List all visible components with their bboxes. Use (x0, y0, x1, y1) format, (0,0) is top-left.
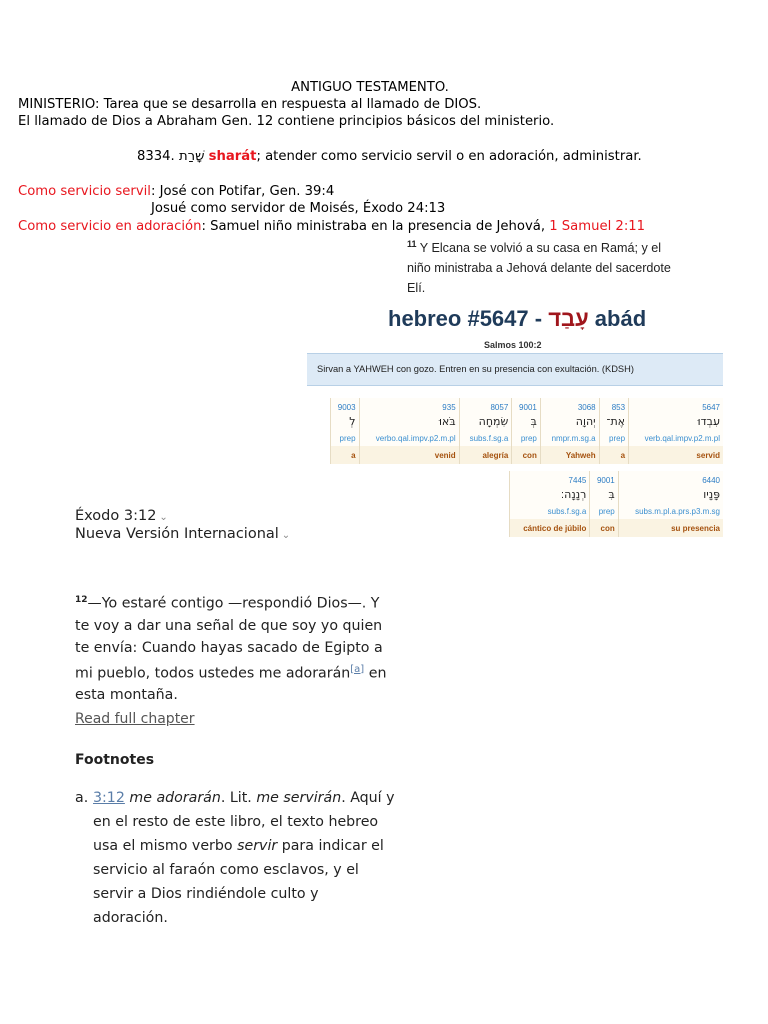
hebrew-word: בְּ (512, 412, 541, 430)
morphology: verbo.qal.impv.p2.m.pl (359, 430, 459, 446)
document-title: ANTIGUO TESTAMENTO. (291, 80, 449, 95)
chevron-down-icon: ⌄ (281, 530, 291, 541)
morphology: prep (590, 503, 618, 519)
footnote-item (75, 786, 395, 930)
chevron-down-icon: ⌄ (159, 512, 168, 523)
worship-label: Como servicio en adoración (18, 219, 202, 234)
hebrew-word: עִבְדוּ (629, 412, 723, 430)
servile-service-line (18, 183, 334, 201)
version-selector[interactable] (75, 526, 290, 542)
strong-num[interactable]: 5647 (629, 398, 723, 412)
strong-word: sharát (208, 149, 257, 164)
gloss: servid (629, 446, 723, 464)
reference-selector[interactable] (75, 508, 168, 524)
samuel-verse-text: Y Elcana se volvió a su casa en Ramá; y el niño ministraba a Jehová delante del sacerdote Elí. (407, 241, 671, 296)
reference-label: Éxodo 3:12 (75, 508, 157, 524)
strong-num[interactable]: 3068 (540, 398, 599, 412)
psalm-verse-banner: Sirvan a YAHWEH con gozo. Entren en su presencia con exultación. (KDSH) (307, 353, 723, 386)
strong-num[interactable]: 9003 (331, 398, 360, 412)
hebrew-word: פָּנָיו (618, 485, 723, 503)
verse-number: 12 (75, 595, 88, 605)
psalm-reference: Salmos 100:2 (484, 340, 542, 350)
gloss: cántico de júbilo (510, 519, 590, 537)
morphology: subs.m.pl.a.prs.p3.m.sg (618, 503, 723, 519)
worship-text: : Samuel niño ministraba en la presencia de Jehová, (201, 219, 550, 234)
gloss: alegría (459, 446, 512, 464)
read-full-chapter-link[interactable]: Read full chapter (75, 711, 195, 727)
footnote-italic: me adorarán (124, 790, 221, 806)
strong-num[interactable]: 9001 (512, 398, 541, 412)
ministry-definition: MINISTERIO: Tarea que se desarrolla en respuesta al llamado de DIOS. (18, 97, 482, 112)
footnote-segment: para indicar el servicio al faraón como esclavos, y el servir a Dios rindiéndole culto y adoración. (93, 838, 384, 926)
hebrew-title (388, 306, 646, 332)
verse-end: en esta montaña. (75, 665, 387, 704)
strong-num[interactable]: 6440 (618, 471, 723, 485)
gloss: con (512, 446, 541, 464)
version-label: Nueva Versión Internacional (75, 526, 279, 542)
footnote-label: a. (75, 790, 89, 806)
hebrew-title-word: עָבַד (548, 306, 589, 331)
morphology: prep (599, 430, 628, 446)
hebrew-word: בִּ (590, 485, 618, 503)
strong-num[interactable]: 853 (599, 398, 628, 412)
morphology: subs.f.sg.a (459, 430, 512, 446)
gloss: a (331, 446, 360, 464)
hebrew-title-suffix: abád (588, 306, 647, 331)
verse-text: —Yo estaré contigo —respondió Dios—. Y te voy a dar una señal de que soy yo quien te envía: Cuando hayas sacado de Egipto a mi pueblo, todos ustedes me adorarán (75, 595, 383, 682)
strong-meaning: ; atender como servicio servil o en adoración, administrar. (256, 149, 642, 164)
verse-passage (75, 589, 395, 706)
hebrew-word: בֹּאוּ (359, 412, 459, 430)
abraham-call-line: El llamado de Dios a Abraham Gen. 12 contiene principios básicos del ministerio. (18, 114, 555, 129)
samuel-ref: 1 Samuel 2:11 (549, 219, 646, 234)
footnotes-heading: Footnotes (75, 752, 155, 768)
strong-num[interactable]: 935 (359, 398, 459, 412)
morphology: verb.qal.impv.p2.m.pl (629, 430, 723, 446)
servile-label: Como servicio servil (18, 184, 151, 199)
footnote-italic: me servirán (256, 790, 342, 806)
footnote-segment: . Lit. (220, 790, 257, 806)
gloss: a (599, 446, 628, 464)
interlinear-table-1 (330, 398, 723, 464)
hebrew-word: יְהוָה (540, 412, 599, 430)
hebrew-word: רְנָנָה׃ (510, 485, 590, 503)
footnote-text (75, 786, 395, 930)
strong-num[interactable]: 9001 (590, 471, 618, 485)
footnote-ref-link[interactable]: 3:12 (93, 790, 125, 806)
strong-number: 8334. שָׁרַת (137, 149, 205, 164)
footnote-segment: . Aquí y en el resto de este libro, el texto hebreo usa el mismo verbo (93, 790, 395, 854)
strong-definition (137, 148, 642, 166)
hebrew-title-prefix: hebreo #5647 - (388, 306, 549, 331)
gloss: Yahweh (540, 446, 599, 464)
strong-num[interactable]: 8057 (459, 398, 512, 412)
hebrew-word: אֶת־ (599, 412, 628, 430)
servile-text: : José con Potifar, Gen. 39:4 (150, 184, 335, 199)
samuel-quote (407, 234, 687, 298)
hebrew-word: לְ (331, 412, 360, 430)
morphology: prep (331, 430, 360, 446)
joshua-line: Josué como servidor de Moisés, Éxodo 24:13 (151, 201, 446, 216)
morphology: nmpr.m.sg.a (540, 430, 599, 446)
hebrew-word: שִׂמְחָה (459, 412, 512, 430)
samuel-verse-number: 11 (407, 239, 417, 249)
gloss: con (590, 519, 618, 537)
footnote-link[interactable]: [a] (350, 663, 365, 675)
gloss: venid (359, 446, 459, 464)
footnote-italic: servir (237, 838, 278, 854)
gloss: su presencia (618, 519, 723, 537)
strong-num[interactable]: 7445 (510, 471, 590, 485)
morphology: prep (512, 430, 541, 446)
interlinear-table-2 (509, 471, 723, 537)
morphology: subs.f.sg.a (510, 503, 590, 519)
